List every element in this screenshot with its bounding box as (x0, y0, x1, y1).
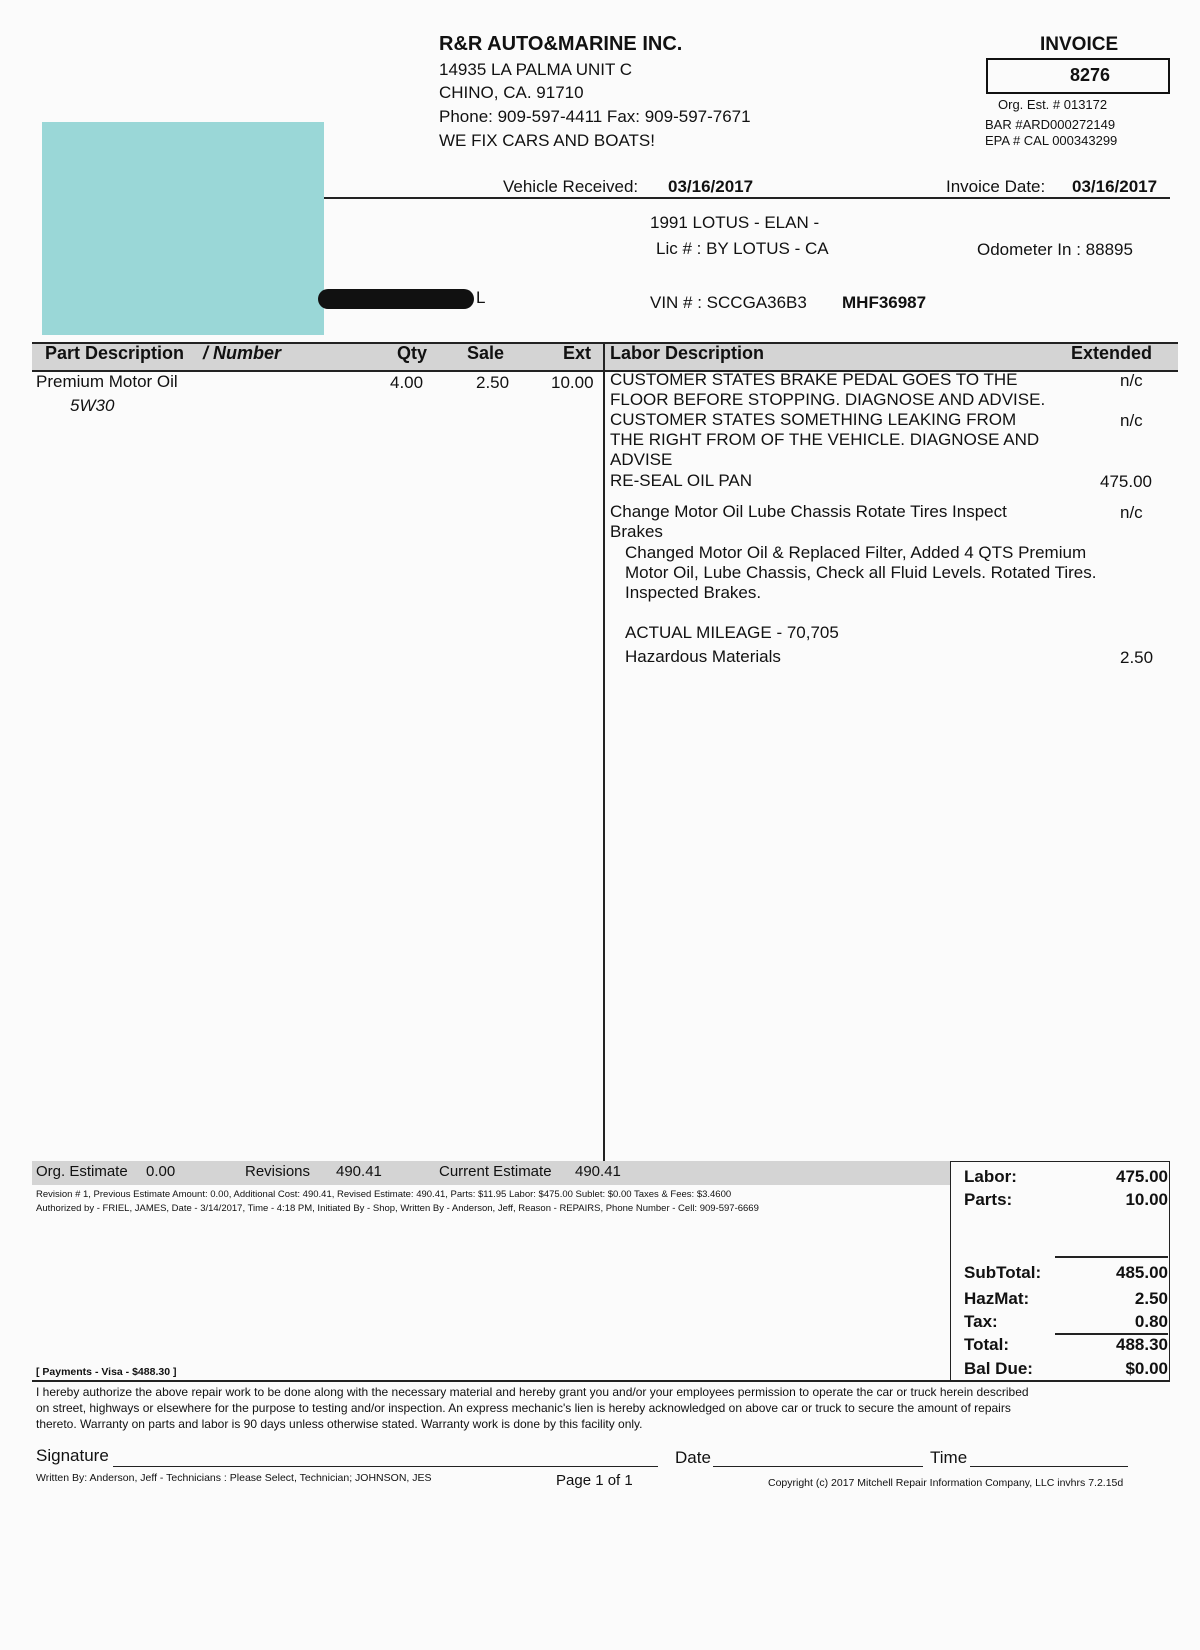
invoice-title: INVOICE (1040, 34, 1119, 55)
labor-hazmat: Hazardous Materials (625, 647, 781, 666)
parts-total-label: Parts: (964, 1190, 1013, 1209)
org-estimate-value: 0.00 (146, 1163, 176, 1180)
labor-line-3: RE-SEAL OIL PAN (610, 471, 753, 490)
labor-line-2b: THE RIGHT FROM OF THE VEHICLE. DIAGNOSE AND (610, 430, 1040, 449)
sticky-note (42, 122, 324, 335)
authorization-line-1: I hereby authorize the above repair work to be done along with the necessary material and hereby grant you and/or your employees permission to operate the car or truck herein described (36, 1385, 1029, 1399)
labor-amount-3: 475.00 (1100, 472, 1152, 491)
labor-total-label: Labor: (964, 1167, 1017, 1186)
authorization-line-3: thereto. Warranty on parts and labor is 90 days unless otherwise stated. Warranty work is done by this facility only. (36, 1417, 643, 1431)
labor-line-2c: ADVISE (610, 450, 673, 469)
labor-mileage: ACTUAL MILEAGE - 70,705 (625, 623, 839, 642)
header-part-description: Part Description (45, 343, 185, 363)
company-slogan: WE FIX CARS AND BOATS! (439, 131, 655, 150)
invoice-date-label: Invoice Date: (946, 177, 1046, 196)
subtotal-label: SubTotal: (964, 1263, 1042, 1282)
bar-number: BAR #ARD000272149 (985, 117, 1116, 132)
part-number: 5W30 (70, 396, 115, 415)
signature-label: Signature (36, 1446, 109, 1465)
vehicle-received-date: 03/16/2017 (668, 177, 754, 196)
company-address-2: CHINO, CA. 91710 (439, 83, 584, 102)
company-name: R&R AUTO&MARINE INC. (439, 33, 683, 55)
tax-label: Tax: (964, 1312, 998, 1331)
vin-prefix: VIN # : SCCGA36B3 (650, 293, 807, 312)
parts-total: 10.00 (1125, 1190, 1168, 1209)
date-label: Date (675, 1448, 711, 1467)
part-sale: 2.50 (476, 373, 510, 392)
labor-line-2a: CUSTOMER STATES SOMETHING LEAKING FROM (610, 410, 1017, 429)
balance-due-label: Bal Due: (964, 1359, 1033, 1378)
vehicle-license: Lic # : BY LOTUS - CA (656, 239, 829, 258)
payments-divider (32, 1380, 1170, 1382)
labor-amount-1: n/c (1120, 371, 1143, 390)
time-field[interactable] (970, 1466, 1128, 1467)
header-labor-description: Labor Description (610, 343, 765, 363)
written-by: Written By: Anderson, Jeff - Technicians : Please Select, Technician; JOHNSON, JES (36, 1472, 432, 1484)
current-estimate-label: Current Estimate (439, 1163, 552, 1180)
labor-amount-2: n/c (1120, 411, 1143, 430)
redacted-phone (318, 289, 474, 309)
epa-number: EPA # CAL 000343299 (985, 133, 1118, 148)
labor-hazmat-amount: 2.50 (1120, 648, 1154, 667)
date-field[interactable] (713, 1466, 923, 1467)
column-divider (603, 342, 605, 1161)
header-extended: Extended (1071, 343, 1153, 363)
part-description: Premium Motor Oil (36, 372, 178, 391)
revisions-label: Revisions (245, 1163, 311, 1180)
header-qty: Qty (397, 343, 428, 363)
payments-line: [ Payments - Visa - $488.30 ] (36, 1366, 177, 1378)
authorization-line-2: on street, highways or elsewhere for the purpose to testing and/or inspection. An express mechanic's lien is hereby acknowledged on above car or truck to secure the amount of repairs (36, 1401, 1011, 1415)
invoice-number: 8276 (1069, 65, 1111, 85)
company-address-1: 14935 LA PALMA UNIT C (439, 60, 633, 79)
revision-detail-1: Revision # 1, Previous Estimate Amount: 0.00, Additional Cost: 490.41, Revised Estimate: 490.41, Parts: $11.95 Labor: $475.00 Sublet: $0.00 Taxes & Fees: $3.4600 (36, 1189, 732, 1200)
labor-amount-4: n/c (1120, 503, 1143, 522)
header-ext: Ext (563, 343, 592, 363)
header-divider (324, 197, 1170, 199)
company-phone-fax: Phone: 909-597-4411 Fax: 909-597-7671 (439, 107, 751, 126)
page-number: Page 1 of 1 (556, 1472, 633, 1489)
copyright: Copyright (c) 2017 Mitchell Repair Information Company, LLC invhrs 7.2.15d (768, 1477, 1124, 1489)
header-part-number: / Number (203, 343, 282, 363)
part-qty: 4.00 (390, 373, 424, 392)
labor-line-4c: Changed Motor Oil & Replaced Filter, Added 4 QTS Premium (625, 543, 1087, 562)
invoice-date: 03/16/2017 (1072, 177, 1158, 196)
tax: 0.80 (1134, 1312, 1168, 1331)
header-sale: Sale (467, 343, 505, 363)
labor-line-4a: Change Motor Oil Lube Chassis Rotate Tires Inspect (610, 502, 1007, 521)
revisions-value: 490.41 (336, 1163, 382, 1180)
subtotal: 485.00 (1116, 1263, 1168, 1282)
total: 488.30 (1116, 1335, 1168, 1354)
signature-field[interactable] (113, 1466, 658, 1467)
labor-line-1a: CUSTOMER STATES BRAKE PEDAL GOES TO THE (610, 370, 1018, 389)
org-estimate-label: Org. Estimate (36, 1163, 128, 1180)
balance-due: $0.00 (1125, 1359, 1168, 1378)
labor-line-4e: Inspected Brakes. (625, 583, 762, 602)
vehicle-received-label: Vehicle Received: (503, 177, 639, 196)
total-label: Total: (964, 1335, 1010, 1354)
labor-total: 475.00 (1116, 1167, 1168, 1186)
part-ext: 10.00 (551, 373, 594, 392)
hazmat-total: 2.50 (1134, 1289, 1168, 1308)
subtotal-rule (1055, 1256, 1168, 1258)
labor-line-1b: FLOOR BEFORE STOPPING. DIAGNOSE AND ADVISE. (610, 390, 1046, 409)
hazmat-total-label: HazMat: (964, 1289, 1030, 1308)
labor-line-4d: Motor Oil, Lube Chassis, Check all Fluid Levels. Rotated Tires. (625, 563, 1097, 582)
org-est-number: Org. Est. # 013172 (998, 97, 1108, 112)
odometer-in: Odometer In : 88895 (977, 240, 1133, 259)
time-label: Time (930, 1448, 968, 1467)
revision-detail-2: Authorized by - FRIEL, JAMES, Date - 3/14/2017, Time - 4:18 PM, Initiated By - Shop, Written By - Anderson, Jeff, Reason - REPAIRS, Phone Number - Cell: 909-597-6669 (36, 1203, 759, 1214)
vehicle-model: 1991 LOTUS - ELAN - (650, 213, 820, 232)
redacted-suffix: L (476, 288, 486, 307)
vin-serial: MHF36987 (842, 293, 927, 312)
current-estimate-value: 490.41 (575, 1163, 621, 1180)
labor-line-4b: Brakes (610, 522, 663, 541)
